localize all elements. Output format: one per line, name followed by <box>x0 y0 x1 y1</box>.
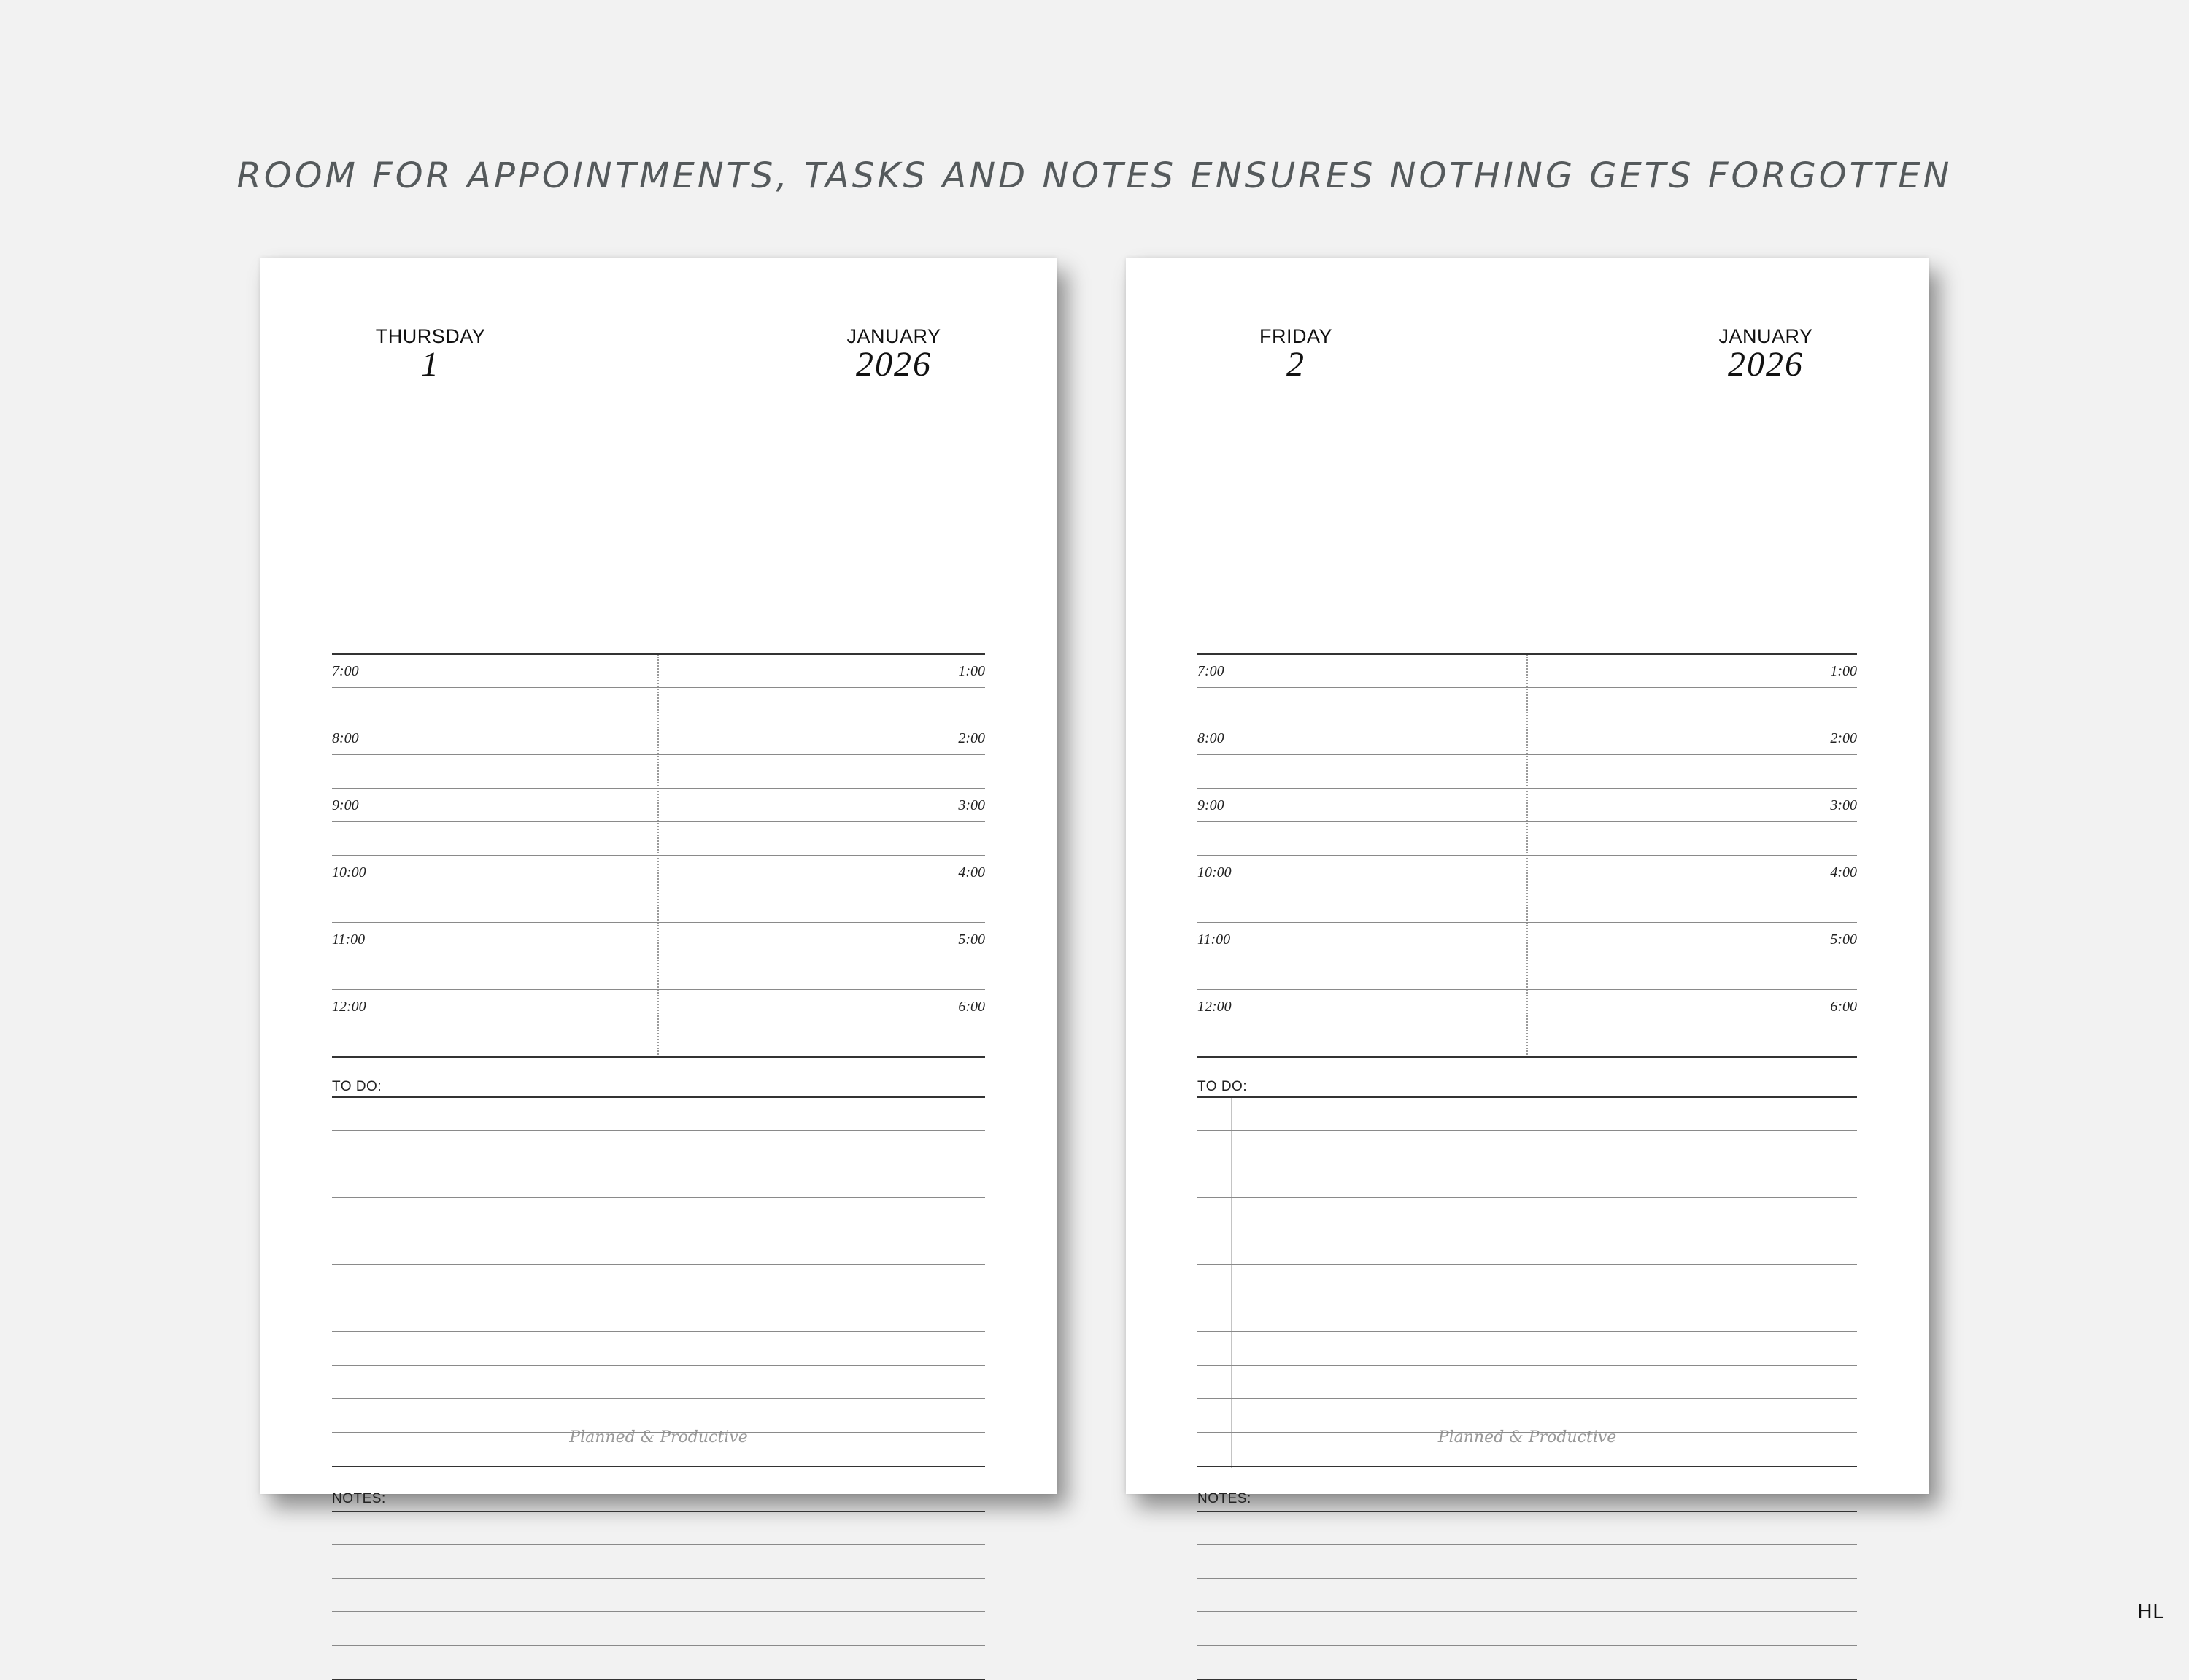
month-label: JANUARY <box>1718 325 1813 347</box>
todo-rule <box>1197 1432 1857 1433</box>
notes-rule <box>1197 1544 1857 1545</box>
notes-rule <box>1197 1611 1857 1612</box>
brand-logo: Planned & Productive <box>569 1428 748 1447</box>
schedule-rule <box>1197 821 1857 822</box>
time-label-left: 9:00 <box>332 797 359 813</box>
page-content <box>1197 258 1857 1506</box>
schedule-rule <box>1197 754 1857 755</box>
time-label-left: 7:00 <box>332 663 359 679</box>
brand-logo: Planned & Productive <box>1437 1428 1617 1447</box>
year-label: 2026 <box>856 345 932 384</box>
corner-mark: HL <box>2137 1600 2165 1622</box>
todo-rule <box>332 1264 985 1265</box>
schedule-rule <box>1197 855 1857 856</box>
header-rule <box>332 653 985 654</box>
todo-rule <box>332 1130 985 1131</box>
time-label-left: 10:00 <box>1197 864 1232 880</box>
todo-rule <box>332 1331 985 1332</box>
notes-label: NOTES: <box>332 1491 386 1506</box>
todo-checkbox-divider <box>1231 1097 1232 1468</box>
time-label-right: 1:00 <box>1830 663 1857 679</box>
todo-rule <box>332 1466 985 1467</box>
time-label-right: 6:00 <box>958 999 985 1015</box>
time-label-left: 10:00 <box>332 864 366 880</box>
schedule-rule <box>332 989 985 990</box>
day-number: 1 <box>421 345 440 384</box>
schedule-rule <box>332 687 985 688</box>
todo-rule <box>1197 1466 1857 1467</box>
page-content <box>332 258 985 1506</box>
time-label-right: 5:00 <box>958 932 985 948</box>
notes-rule <box>1197 1578 1857 1579</box>
schedule-rule <box>332 1056 985 1058</box>
todo-rule <box>1197 1096 1857 1098</box>
schedule-rule <box>332 754 985 755</box>
time-label-left: 8:00 <box>332 730 359 746</box>
schedule-rule <box>332 855 985 856</box>
time-label-right: 2:00 <box>958 730 985 746</box>
todo-rule <box>1197 1365 1857 1366</box>
schedule-rule <box>1197 687 1857 688</box>
time-label-left: 12:00 <box>1197 999 1232 1015</box>
todo-rule <box>1197 1331 1857 1332</box>
planner-page-thursday <box>260 258 1057 1506</box>
todo-rule <box>332 1365 985 1366</box>
notes-rule <box>1197 1645 1857 1646</box>
notes-rule <box>332 1578 985 1579</box>
time-label-right: 5:00 <box>1830 932 1857 948</box>
schedule-rule <box>332 922 985 923</box>
todo-rule <box>1197 1264 1857 1265</box>
time-label-right: 6:00 <box>1830 999 1857 1015</box>
notes-label: NOTES: <box>1197 1491 1251 1506</box>
notes-rule <box>332 1544 985 1545</box>
notes-rule <box>332 1511 985 1512</box>
todo-rule <box>1197 1398 1857 1399</box>
time-label-right: 3:00 <box>1830 797 1857 813</box>
todo-rule <box>332 1432 985 1433</box>
todo-rule <box>1197 1197 1857 1198</box>
todo-rule <box>332 1197 985 1198</box>
schedule-rule <box>332 821 985 822</box>
time-label-right: 3:00 <box>958 797 985 813</box>
headline: ROOM FOR APPOINTMENTS, TASKS AND NOTES ENSURES NOTHING GETS FORGOTTEN <box>236 155 1953 196</box>
schedule-rule <box>1197 788 1857 789</box>
todo-label: TO DO: <box>332 1079 382 1094</box>
weekday-label: THURSDAY <box>375 325 486 347</box>
year-label: 2026 <box>1728 345 1804 384</box>
time-label-right: 4:00 <box>958 864 985 880</box>
todo-rule <box>332 1398 985 1399</box>
notes-rule <box>332 1611 985 1612</box>
notes-rule <box>332 1645 985 1646</box>
schedule-rule <box>1197 922 1857 923</box>
time-label-left: 12:00 <box>332 999 366 1015</box>
todo-rule <box>332 1096 985 1098</box>
schedule-rule <box>1197 1056 1857 1058</box>
time-label-right: 1:00 <box>958 663 985 679</box>
header-rule <box>1197 653 1857 654</box>
time-label-left: 11:00 <box>1197 932 1231 948</box>
time-label-left: 9:00 <box>1197 797 1224 813</box>
time-label-left: 7:00 <box>1197 663 1224 679</box>
schedule-rule <box>1197 989 1857 990</box>
todo-label: TO DO: <box>1197 1079 1248 1094</box>
planner-page-friday <box>1126 258 1929 1506</box>
schedule-rule <box>332 788 985 789</box>
day-number: 2 <box>1286 345 1305 384</box>
notes-rule <box>1197 1511 1857 1512</box>
todo-rule <box>1197 1130 1857 1131</box>
time-label-left: 11:00 <box>332 932 366 948</box>
time-label-left: 8:00 <box>1197 730 1224 746</box>
weekday-label: FRIDAY <box>1259 325 1332 347</box>
time-label-right: 2:00 <box>1830 730 1857 746</box>
time-label-right: 4:00 <box>1830 864 1857 880</box>
month-label: JANUARY <box>846 325 941 347</box>
